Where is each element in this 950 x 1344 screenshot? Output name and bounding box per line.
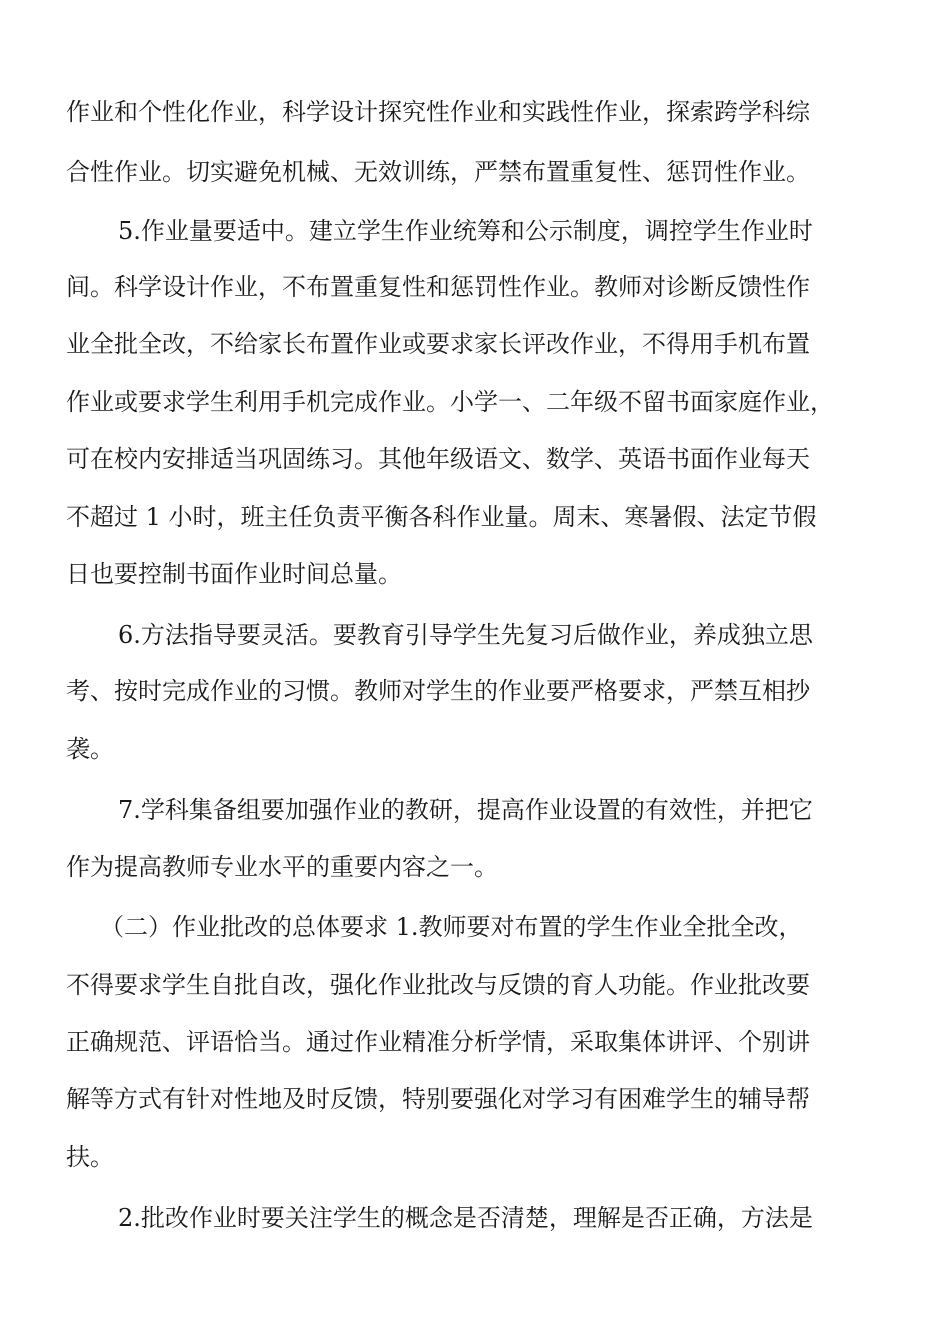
paragraph-7-start: 7.学科集备组要加强作业的教研，提高作业设置的有效性，并把它 (118, 796, 813, 824)
text-line: 正确规范、评语恰当。通过作业精准分析学情，采取集体讲评、个别讲 (66, 1028, 810, 1056)
paragraph-6-start: 6.方法指导要灵活。要教育引导学生先复习后做作业，养成独立思 (118, 621, 813, 649)
text-line: 合性作业。切实避免机械、无效训练，严禁布置重复性、惩罚性作业。 (66, 158, 810, 186)
text-line: 作为提高教师专业水平的重要内容之一。 (66, 853, 498, 881)
text-line: 作业或要求学生利用手机完成作业。小学一、二年级不留书面家庭作业， (66, 388, 834, 416)
text-line: 作业和个性化作业，科学设计探究性作业和实践性作业，探索跨学科综 (66, 98, 810, 126)
text-line: 考、按时完成作业的习惯。教师对学生的作业要严格要求，严禁互相抄 (66, 677, 810, 705)
text-line: 业全批全改，不给家长布置作业或要求家长评改作业，不得用手机布置 (66, 330, 810, 358)
text-line: 可在校内安排适当巩固练习。其他年级语文、数学、英语书面作业每天 (66, 445, 810, 473)
text-line: 日也要控制书面作业时间总量。 (66, 560, 402, 588)
text-line: 袭。 (66, 735, 114, 763)
text-line: 不超过 1 小时，班主任负责平衡各科作业量。周末、寒暑假、法定节假 (66, 503, 817, 531)
text-line: 间。科学设计作业，不布置重复性和惩罚性作业。教师对诊断反馈性作 (66, 273, 810, 301)
text-line: 不得要求学生自批自改，强化作业批改与反馈的育人功能。作业批改要 (66, 971, 810, 999)
paragraph-5-start: 5.作业量要适中。建立学生作业统筹和公示制度，调控学生作业时 (118, 217, 813, 245)
text-line: 解等方式有针对性地及时反馈，特别要强化对学习有困难学生的辅导帮 (66, 1085, 810, 1113)
paragraph-2-start: 2.批改作业时要关注学生的概念是否清楚，理解是否正确，方法是 (118, 1204, 813, 1232)
text-line: 扶。 (66, 1143, 114, 1171)
section-2-heading: （二）作业批改的总体要求 1.教师要对布置的学生作业全批全改， (100, 913, 803, 941)
